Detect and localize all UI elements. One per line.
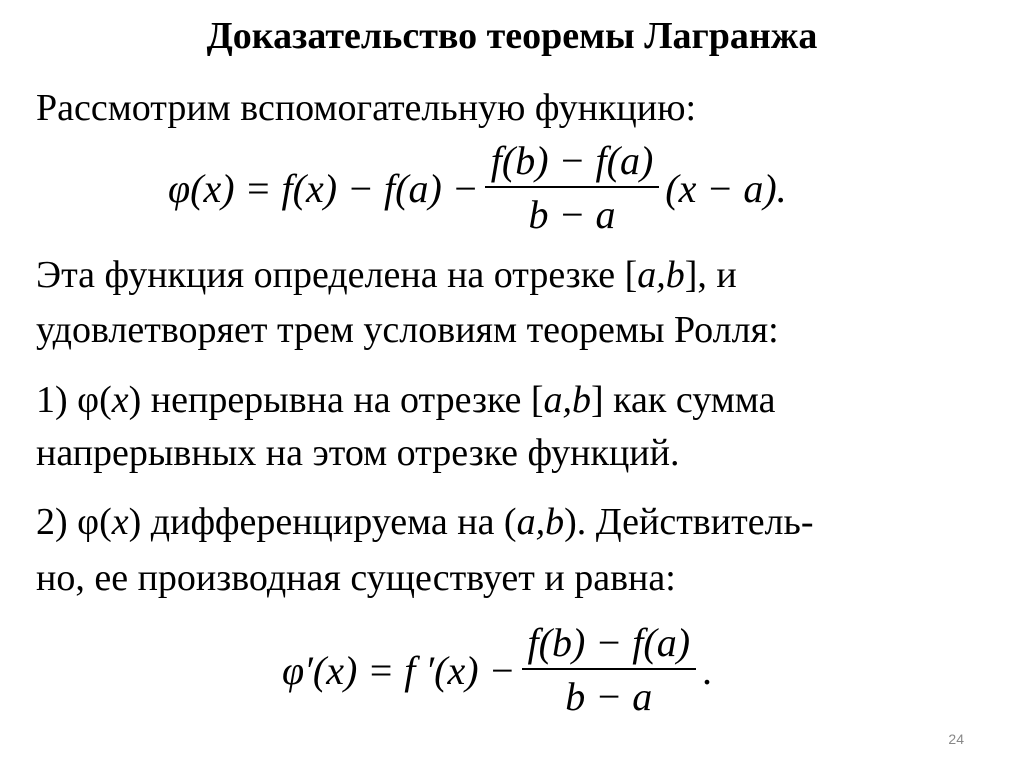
cond1-text-c: ] как сумма	[591, 379, 776, 421]
formula-phi-rhs: (x − a).	[665, 165, 787, 211]
formula-phi-fraction	[485, 140, 660, 236]
cond2-text-a: 2) φ(	[36, 501, 112, 543]
para1-line1	[36, 253, 737, 297]
condition2-line2: но, ее производная существует и равна:	[36, 557, 676, 599]
condition1-line2: напрерывных на этом отрезке функций.	[36, 432, 680, 474]
cond1-interval: a,b	[543, 379, 592, 421]
formula-phi-prime-numerator: f(b) − f(a)	[522, 622, 697, 670]
cond2-var-x: x	[111, 501, 129, 543]
intro-text: Рассмотрим вспомогательную функцию:	[36, 87, 697, 129]
page-number: 24	[948, 731, 964, 747]
para1-text-a: Эта функция определена на отрезке [	[36, 254, 638, 296]
formula-phi-prime	[282, 622, 712, 718]
condition1-line1	[36, 378, 775, 422]
formula-phi-prime-fraction	[522, 622, 697, 718]
formula-phi-lhs: φ(x) = f(x) − f(a) −	[168, 165, 479, 211]
cond2-text-c: ). Действитель-	[564, 501, 814, 543]
para1-interval: a,b	[637, 254, 685, 296]
formula-phi	[168, 140, 787, 236]
formula-phi-prime-denominator: b − a	[565, 674, 653, 719]
para1-text-b: ], и	[684, 254, 737, 296]
condition2-line1	[36, 500, 814, 544]
formula-phi-denominator: b − a	[528, 192, 616, 237]
cond2-interval: a,b	[516, 501, 565, 543]
formula-phi-numerator: f(b) − f(a)	[485, 140, 660, 188]
formula-phi-prime-rhs: .	[702, 647, 713, 693]
para1-line2: удовлетворяет трем условиям теоремы Ролля:	[36, 309, 779, 351]
cond1-text-a: 1) φ(	[36, 379, 112, 421]
cond1-var-x: x	[111, 379, 129, 421]
formula-phi-prime-lhs: φ′(x) = f ′(x) −	[282, 647, 516, 693]
cond2-text-b: ) дифференцируема на (	[128, 501, 517, 543]
cond1-text-b: ) непрерывна на отрезке [	[128, 379, 544, 421]
slide-title: Доказательство теоремы Лагранжа	[206, 15, 818, 57]
